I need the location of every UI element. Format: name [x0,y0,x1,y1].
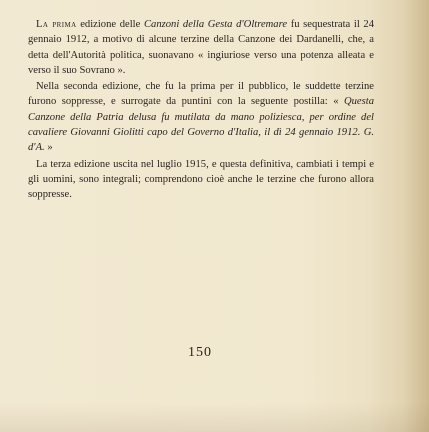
postilla-quote: Questa Canzone della Patria delusa fu mutilata da mano poliziesca, per ordine del cavaliere Giovanni Giolitti capo del Governo d'Italia, il dì 24 gennaio 1912. G. d'A. [28,96,374,154]
paragraph-text: » [44,142,53,154]
body-text [28,17,374,204]
page-number: 150 [188,345,212,360]
page-shadow [0,402,429,432]
paragraph-text: edizione delle [76,19,144,30]
paragraph-first-edition [28,17,374,78]
paragraph-lead: La prima [36,19,77,30]
paragraph-text: Nella seconda edizione, che fu la prima per il pubblico, le suddette terzine furono soppresse, e surrogate da puntini con la seguente postilla: « [28,81,374,108]
paragraph-text: La terza edizione uscita nel luglio 1915, e questa definitiva, cambiati i tempi e gli uomini, sono integrali; comprendono cioè anche le terzine che furono allora soppresse. [28,158,374,201]
book-title: Canzoni della Gesta d'Oltremare [143,19,288,30]
paragraph-second-edition [28,79,374,155]
paragraph-text: fu sequestrata il 24 gennaio 1912, a motivo di alcune terzine della Canzone dei Dardanelli, che, a detta dell'Autorità politica, suonavano « ingiuriose verso una potenza alleata e verso il suo Sovrano ». [28,19,374,76]
paragraph-third-edition [28,157,374,203]
